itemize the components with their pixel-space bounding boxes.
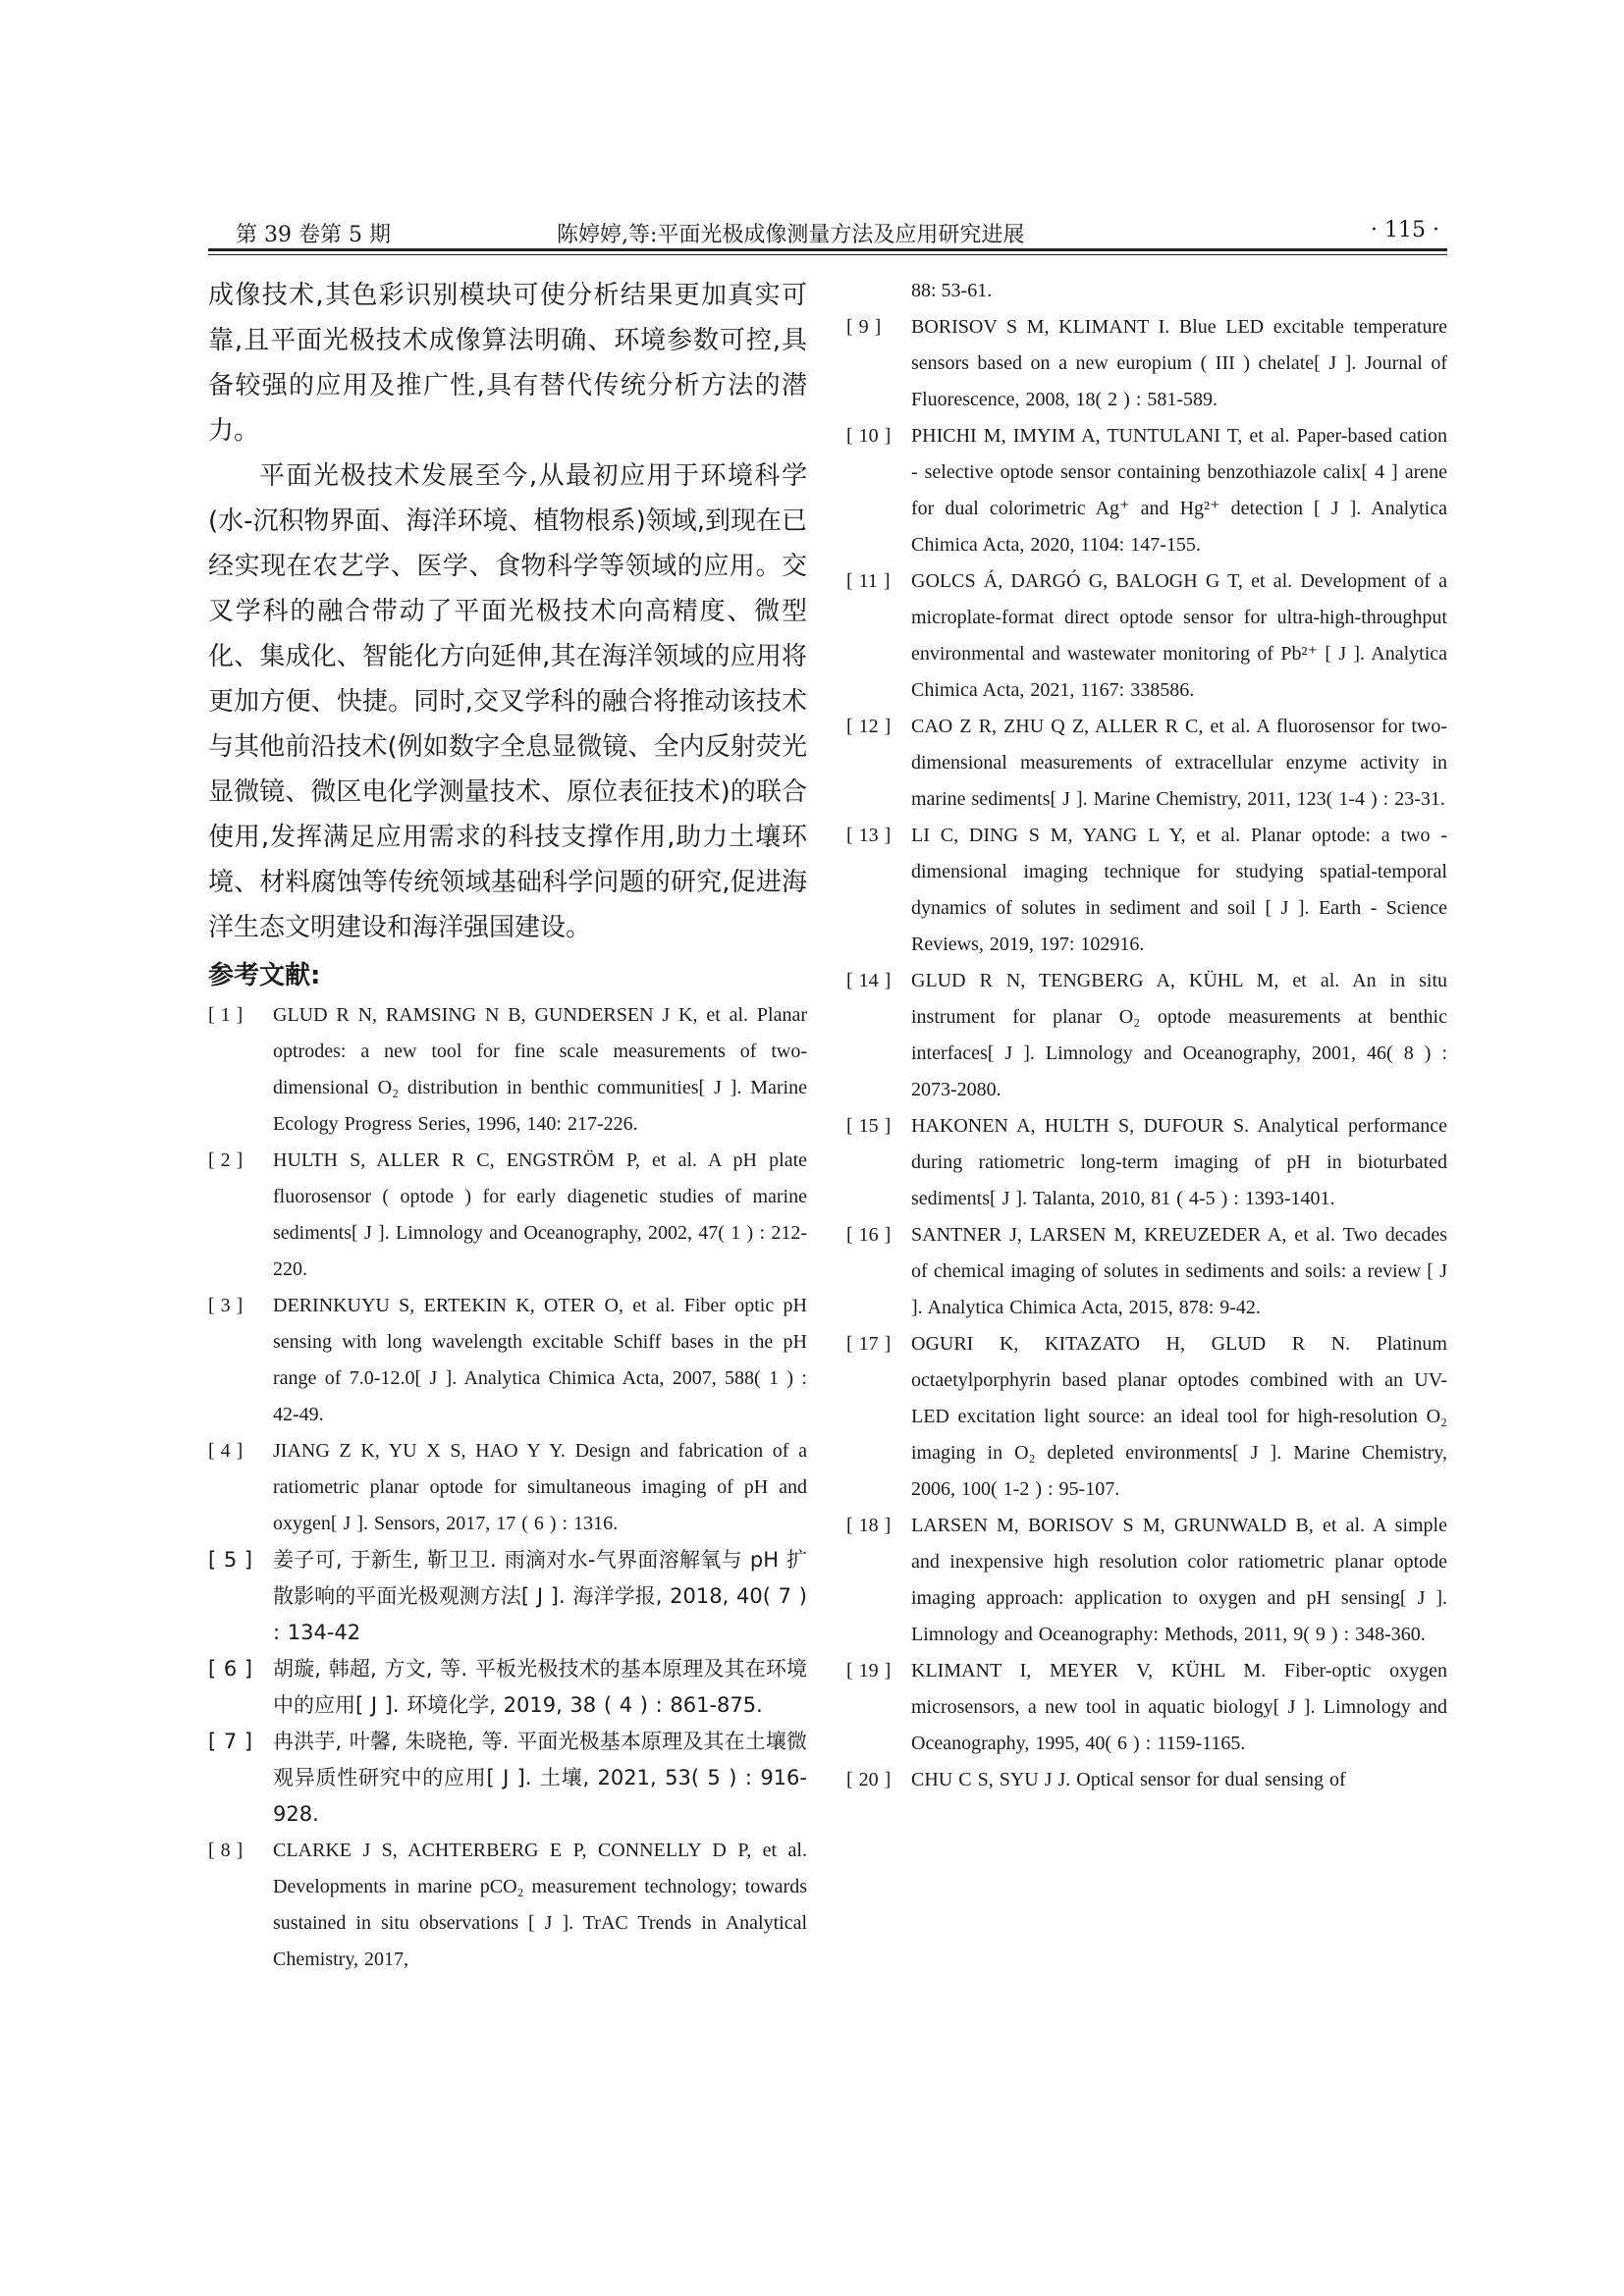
reference-item	[846, 963, 1447, 1108]
reference-item	[846, 563, 1447, 709]
reference-item	[208, 997, 807, 1143]
reference-number: [ 7 ]	[208, 1730, 253, 1753]
reference-text: BORISOV S M, KLIMANT I. Blue LED excitable temperature sensors based on a new europium ( III ) chelate[ J ]. Journal of Fluorescence, 2008, 18( 2 ) : 581-589.	[911, 316, 1447, 410]
reference-item	[846, 1108, 1447, 1217]
reference-number: [ 11 ]	[846, 570, 891, 592]
reference-number: [ 20 ]	[846, 1769, 892, 1790]
reference-item	[846, 1508, 1447, 1653]
reference-text: PHICHI M, IMYIM A, TUNTULANI T, et al. Paper-based cation - selective optode sensor containing benzothiazole calix[ 4 ] arene for dual colorimetric Ag⁺ and Hg²⁺ detection [ J ]. Analytica Chimica Acta, 2020, 1104: 147-155.	[911, 425, 1447, 556]
reference-number: [ 1 ]	[208, 1004, 244, 1026]
body-paragraph-1: 成像技术,其色彩识别模块可使分析结果更加真实可靠,且平面光极技术成像算法明确、环境参数可控,具备较强的应用及推广性,具有替代传统分析方法的潜力。	[208, 281, 807, 446]
reference-number: [ 16 ]	[846, 1224, 892, 1246]
references-heading: 参考文献:	[208, 961, 321, 990]
reference-number: [ 8 ]	[208, 1840, 244, 1861]
reference-item	[208, 1651, 807, 1724]
reference-item	[208, 1288, 807, 1433]
reference-8-continuation: 88: 53-61.	[911, 280, 993, 301]
reference-item	[846, 709, 1447, 818]
reference-item	[846, 1326, 1447, 1508]
reference-number: [ 15 ]	[846, 1115, 892, 1137]
reference-text: 冉洪芋, 叶馨, 朱晓艳, 等. 平面光极基本原理及其在土壤微观异质性研究中的应用[ J ]. 土壤, 2021, 53( 5 ) : 916-928.	[273, 1730, 807, 1826]
reference-text: 姜子可, 于新生, 靳卫卫. 雨滴对水-气界面溶解氧与 pH 扩散影响的平面光极观测方法[ J ]. 海洋学报, 2018, 40( 7 ) : 134-42	[273, 1548, 807, 1644]
body-paragraph-2: 平面光极技术发展至今,从最初应用于环境科学(水-沉积物界面、海洋环境、植物根系)领域,到现在已经实现在农艺学、医学、食物科学等领域的应用。交叉学科的融合带动了平面光极技术向高精度、微型化、集成化、智能化方向延伸,其在海洋领域的应用将更加方便、快捷。同时,交叉学科的融合将推动该技术与其他前沿技术(例如数字全息显微镜、全内反射荧光显微镜、微区电化学测量技术、原位表征技术)的联合使用,发挥满足应用需求的科技支撑作用,助力土壤环境、材料腐蚀等传统领域基础科学问题的研究,促进海洋生态文明建设和海洋强国建设。	[208, 461, 807, 942]
reference-item	[208, 1542, 807, 1651]
header-rule-thick	[208, 248, 1447, 251]
reference-text: CAO Z R, ZHU Q Z, ALLER R C, et al. A fluorosensor for two-dimensional measurements of extracellular enzyme activity in marine sediments[ J ]. Marine Chemistry, 2011, 123( 1-4 ) : 23-31.	[911, 716, 1447, 810]
reference-item	[846, 818, 1447, 963]
reference-text: OGURI K, KITAZATO H, GLUD R N. Platinum octaetylporphyrin based planar optodes combined with an UV-LED excitation light source: an ideal tool for high-resolution O₂ imaging in O₂ depleted environments[ J ]. Marine Chemistry, 2006, 100( 1-2 ) : 95-107.	[911, 1333, 1447, 1500]
reference-text: HAKONEN A, HULTH S, DUFOUR S. Analytical performance during ratiometric long-term imaging of pH in bioturbated sediments[ J ]. Talanta, 2010, 81 ( 4-5 ) : 1393-1401.	[911, 1115, 1447, 1209]
reference-number: [ 18 ]	[846, 1515, 892, 1536]
reference-text: GLUD R N, TENGBERG A, KÜHL M, et al. An in situ instrument for planar O₂ optode measurements at benthic interfaces[ J ]. Limnology and Oceanography, 2001, 46( 8 ) : 2073-2080.	[911, 970, 1447, 1100]
reference-item	[208, 1724, 807, 1833]
reference-number: [ 2 ]	[208, 1149, 244, 1171]
reference-item	[846, 1762, 1447, 1798]
reference-number: [ 12 ]	[846, 716, 892, 737]
reference-text: HULTH S, ALLER R C, ENGSTRÖM P, et al. A pH plate fluorosensor ( optode ) for early diagenetic studies of marine sediments[ J ]. Limnology and Oceanography, 2002, 47( 1 ) : 212-220.	[273, 1149, 807, 1280]
reference-number: [ 10 ]	[846, 425, 892, 447]
reference-list-right	[846, 309, 1447, 1798]
reference-text: GLUD R N, RAMSING N B, GUNDERSEN J K, et al. Planar optrodes: a new tool for fine scale measurements of two-dimensional O₂ distribution in benthic communities[ J ]. Marine Ecology Progress Series, 1996, 140: 217-226.	[273, 1004, 807, 1135]
running-header	[208, 212, 1447, 251]
reference-text: KLIMANT I, MEYER V, KÜHL M. Fiber-optic oxygen microsensors, a new tool in aquatic biology[ J ]. Limnology and Oceanography, 1995, 40( 6 ) : 1159-1165.	[911, 1660, 1447, 1754]
right-column	[846, 273, 1447, 1798]
page-number: · 115 ·	[1371, 218, 1439, 242]
running-title: 陈婷婷,等:平面光极成像测量方法及应用研究进展	[557, 223, 1025, 247]
volume-issue: 第 39 卷第 5 期	[236, 223, 391, 247]
header-rule-thin	[208, 254, 1447, 255]
reference-text: GOLCS Á, DARGÓ G, BALOGH G T, et al. Development of a microplate-format direct optode sensor for ultra-high-throughput environmental and wastewater monitoring of Pb²⁺ [ J ]. Analytica Chimica Acta, 2021, 1167: 338586.	[911, 570, 1447, 701]
reference-list-left	[208, 997, 807, 1978]
reference-text: DERINKUYU S, ERTEKIN K, OTER O, et al. Fiber optic pH sensing with long wavelength excitable Schiff bases in the pH range of 7.0-12.0[ J ]. Analytica Chimica Acta, 2007, 588( 1 ) : 42-49.	[273, 1295, 807, 1425]
reference-text: CLARKE J S, ACHTERBERG E P, CONNELLY D P, et al. Developments in marine pCO₂ measurement technology; towards sustained in situ observations [ J ]. TrAC Trends in Analytical Chemistry, 2017,	[273, 1840, 807, 1970]
reference-text: 胡璇, 韩超, 方文, 等. 平板光极技术的基本原理及其在环境中的应用[ J ]. 环境化学, 2019, 38 ( 4 ) : 861-875.	[273, 1657, 807, 1717]
reference-number: [ 3 ]	[208, 1295, 244, 1316]
reference-item	[846, 1217, 1447, 1326]
reference-item	[208, 1833, 807, 1978]
reference-text: LI C, DING S M, YANG L Y, et al. Planar optode: a two - dimensional imaging technique for studying spatial-temporal dynamics of solutes in sediment and soil [ J ]. Earth - Science Reviews, 2019, 197: 102916.	[911, 825, 1447, 955]
reference-number: [ 4 ]	[208, 1440, 244, 1462]
reference-number: [ 19 ]	[846, 1660, 892, 1682]
reference-item	[846, 418, 1447, 563]
reference-item	[846, 1653, 1447, 1762]
reference-text: SANTNER J, LARSEN M, KREUZEDER A, et al. Two decades of chemical imaging of solutes in sediments and soils: a review [ J ]. Analytica Chimica Acta, 2015, 878: 9-42.	[911, 1224, 1447, 1318]
reference-item	[208, 1433, 807, 1542]
reference-text: CHU C S, SYU J J. Optical sensor for dual sensing of	[911, 1769, 1346, 1790]
reference-number: [ 17 ]	[846, 1333, 892, 1355]
left-column	[208, 273, 807, 1978]
reference-number: [ 6 ]	[208, 1657, 253, 1681]
reference-number: [ 13 ]	[846, 825, 892, 846]
reference-text: JIANG Z K, YU X S, HAO Y Y. Design and fabrication of a ratiometric planar optode for simultaneous imaging of pH and oxygen[ J ]. Sensors, 2017, 17 ( 6 ) : 1316.	[273, 1440, 807, 1534]
reference-number: [ 9 ]	[846, 316, 882, 338]
reference-number: [ 14 ]	[846, 970, 892, 991]
reference-text: LARSEN M, BORISOV S M, GRUNWALD B, et al. A simple and inexpensive high resolution color ratiometric planar optode imaging approach: application to oxygen and pH sensing[ J ]. Limnology and Oceanography: Methods, 2011, 9( 9 ) : 348-360.	[911, 1515, 1447, 1645]
reference-item	[208, 1143, 807, 1288]
reference-number: [ 5 ]	[208, 1548, 253, 1572]
reference-item	[846, 309, 1447, 418]
